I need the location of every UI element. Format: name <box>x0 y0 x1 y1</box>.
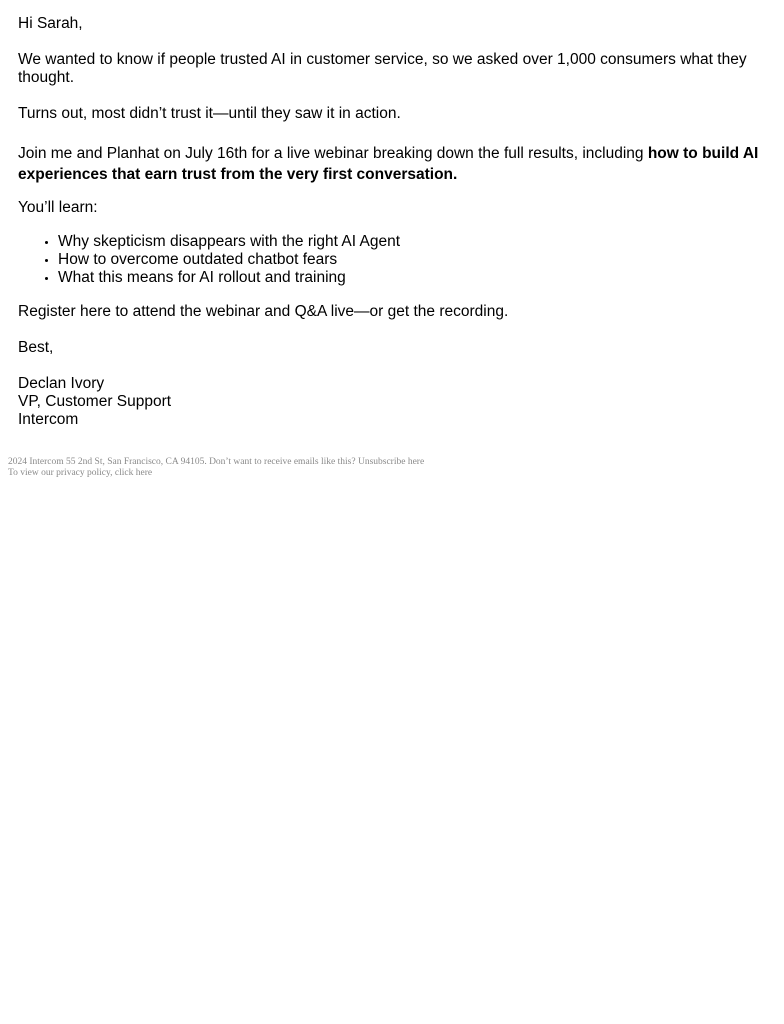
privacy-policy-link[interactable]: click here <box>114 468 153 478</box>
footer-privacy-text: To view our privacy policy, <box>8 468 115 478</box>
unsubscribe-link[interactable]: Unsubscribe here <box>357 457 425 467</box>
learn-list <box>18 233 778 287</box>
signature <box>18 375 778 429</box>
email-body <box>18 15 778 429</box>
learn-list-item: How to overcome outdated chatbot fears <box>58 251 778 269</box>
signature-name: Declan Ivory <box>18 375 105 392</box>
signature-title: VP, Customer Support <box>18 393 172 410</box>
footer-address-line <box>8 457 424 468</box>
webinar-invite-bold-text: how to build AI experiences that earn trust from the very first conversation. <box>18 145 759 183</box>
footer-address-text: 2024 Intercom 55 2nd St, San Francisco, CA 94105. Don’t want to receive emails like this? <box>8 457 358 467</box>
signature-company: Intercom <box>18 411 79 428</box>
footer-privacy-line <box>8 468 424 479</box>
email-footer <box>8 457 424 479</box>
signoff: Best, <box>18 339 54 356</box>
register-paragraph[interactable]: Register here to attend the webinar and Q&A live—or get the recording. <box>18 303 509 320</box>
webinar-invite-paragraph <box>18 143 778 185</box>
learn-label: You’ll learn: <box>18 199 98 216</box>
greeting: Hi Sarah, <box>18 15 83 32</box>
learn-list-item: Why skepticism disappears with the right AI Agent <box>58 233 778 251</box>
hook-paragraph: Turns out, most didn’t trust it—until they saw it in action. <box>18 105 401 122</box>
learn-list-item: What this means for AI rollout and training <box>58 269 778 287</box>
webinar-invite-text: Join me and Planhat on July 16th for a live webinar breaking down the full results, including <box>18 145 648 162</box>
intro-paragraph: We wanted to know if people trusted AI in customer service, so we asked over 1,000 consumers what they thought. <box>18 51 747 86</box>
